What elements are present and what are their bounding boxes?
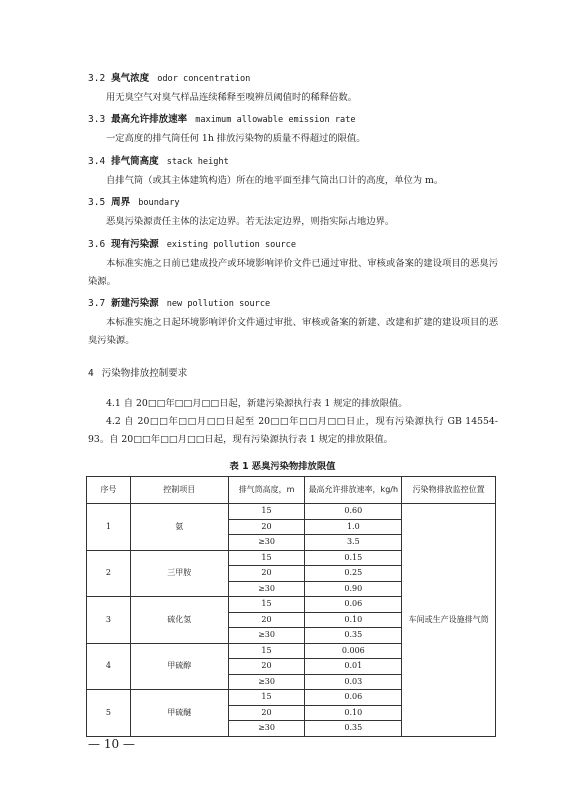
stack-height: 20 [228,566,305,582]
header-item: 控制项目 [130,477,228,504]
row-item: 三甲胺 [130,550,228,597]
row-item: 甲硫醚 [130,690,228,737]
emission-rate: 0.60 [305,504,402,520]
term-chinese: 新建污染源 [111,298,159,309]
term-number: 3.2 [88,73,106,84]
header-emission-rate: 最高允许排放速率，kg/h [305,477,402,504]
row-item: 甲硫醇 [130,643,228,690]
emission-rate: 0.006 [305,643,402,659]
emission-rate: 0.15 [305,550,402,566]
stack-height: 15 [228,643,305,659]
table-caption: 表 1 恶臭污染物排放限值 [229,461,336,472]
emission-rate: 0.35 [305,721,402,737]
term-chinese: 现有污染源 [111,239,159,250]
term-number: 3.7 [88,298,106,309]
row-serial: 2 [87,550,131,597]
term-3-6 [88,238,498,290]
stack-height: ≥30 [228,628,305,644]
emission-rate: 3.5 [305,535,402,551]
term-number: 3.4 [88,156,106,167]
term-3-7 [88,297,498,349]
stack-height: 20 [228,659,305,675]
term-chinese: 周界 [111,197,131,208]
row-item: 硫化氢 [130,597,228,644]
stack-height: 20 [228,705,305,721]
term-3-4 [88,155,498,190]
emission-rate: 0.06 [305,690,402,706]
stack-height: ≥30 [228,674,305,690]
row-serial: 1 [87,504,131,551]
term-definition: 一定高度的排气筒任何 1h 排放污染物的质量不得超过的限值。 [106,133,366,144]
page-number: — 10 — [88,737,135,751]
term-definition: 本标准实施之日起环境影响评价文件通过审批、审核或备案的新建、改建和扩建的建设项目的恶臭污染源。 [88,317,498,346]
term-definition: 自排气筒（或其主体建筑构造）所在的地平面至排气筒出口计的高度，单位为 m。 [106,175,444,186]
stack-height: ≥30 [228,535,305,551]
stack-height: 15 [228,550,305,566]
term-definition: 本标准实施之日前已建成投产或环境影响评价文件已通过审批、审核或备案的建设项目的恶臭污染源。 [88,258,498,287]
term-definition: 用无臭空气对臭气样品连续稀释至嗅辨员阈值时的稀释倍数。 [106,92,358,103]
stack-height: 15 [228,690,305,706]
emission-rate: 0.10 [305,705,402,721]
header-stack-height: 排气筒高度，m [228,477,305,504]
term-definition: 恶臭污染源责任主体的法定边界。若无法定边界，则指实际占地边界。 [106,216,395,227]
row-serial: 5 [87,690,131,737]
table-header-row [87,477,496,504]
emission-rate: 1.0 [305,519,402,535]
term-english: new pollution source [166,299,271,309]
emission-rate: 0.06 [305,597,402,613]
term-chinese: 最高允许排放速率 [111,114,188,125]
stack-height: ≥30 [228,721,305,737]
term-number: 3.6 [88,239,106,250]
term-english: odor concentration [157,74,251,84]
term-english: boundary [138,198,180,208]
monitor-location: 车间或生产设施排气筒 [402,504,496,737]
stack-height: ≥30 [228,581,305,597]
row-serial: 4 [87,643,131,690]
term-3-3 [88,113,498,148]
header-monitor-location: 污染物排放监控位置 [402,477,496,504]
stack-height: 20 [228,519,305,535]
emission-rate: 0.25 [305,566,402,582]
emission-rate: 0.01 [305,659,402,675]
term-number: 3.5 [88,197,106,208]
table-row [87,504,496,520]
term-chinese: 排气筒高度 [111,156,159,167]
term-3-5 [88,196,498,231]
section-number: 4 [88,368,94,379]
emission-limits-table [86,476,496,737]
emission-rate: 0.90 [305,581,402,597]
term-number: 3.3 [88,114,106,125]
stack-height: 15 [228,504,305,520]
stack-height: 15 [228,597,305,613]
section-title: 污染物排放控制要求 [101,368,188,379]
term-chinese: 臭气浓度 [111,73,150,84]
emission-rate: 0.10 [305,612,402,628]
clause-4-1: 4.1 自 20□□年□□月□□日起，新建污染源执行表 1 规定的排放限值。 [106,398,408,409]
header-serial: 序号 [87,477,131,504]
clause-4-2: 4.2 自 20□□年□□月□□日起至 20□□年□□月□□日止，现有污染源执行 GB 14554-93。自 20□□年□□月□□日起，现有污染源执行表 1 规定的排放限值。 [88,416,498,445]
row-serial: 3 [87,597,131,644]
emission-rate: 0.03 [305,674,402,690]
emission-rate: 0.35 [305,628,402,644]
term-english: maximum allowable emission rate [195,115,356,125]
row-item: 氨 [130,504,228,551]
term-3-2 [88,72,498,107]
section-heading [88,365,187,379]
term-english: existing pollution source [166,240,297,250]
term-english: stack height [166,157,229,167]
stack-height: 20 [228,612,305,628]
